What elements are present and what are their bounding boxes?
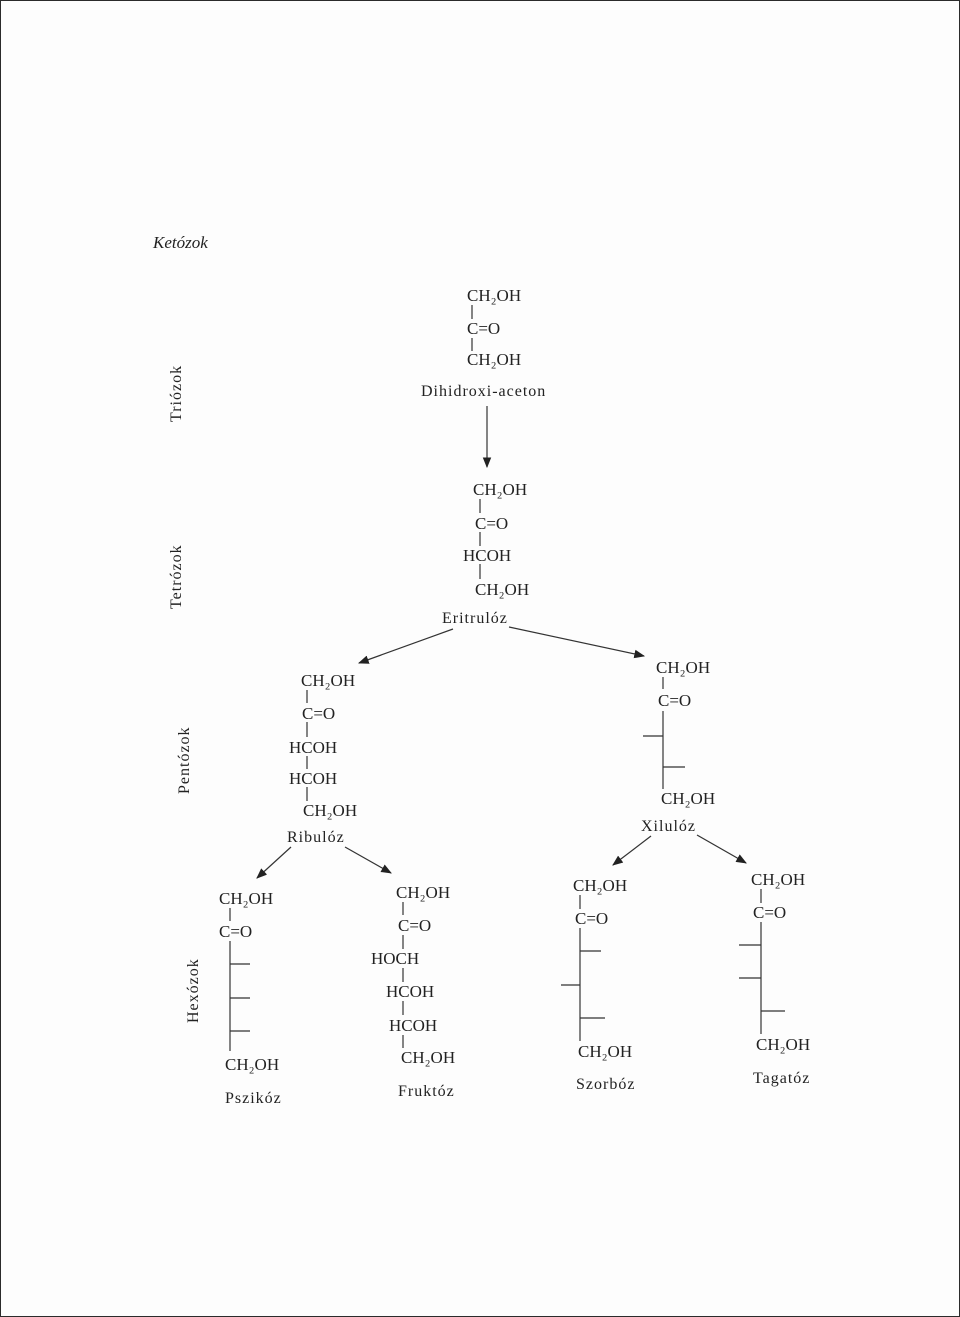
arrow-to-psikoz [257, 847, 291, 878]
compound-name-tagatoz: Tagatóz [753, 1070, 811, 1087]
formula-ch2oh: CH₂OH [751, 870, 806, 889]
arrow-to-szorboz [613, 836, 651, 865]
formula-hcoh: HCOH [289, 769, 338, 788]
compound-name-xiluloz: Xilulóz [641, 818, 696, 835]
formula-co: C=O [467, 319, 501, 338]
formula-ch2oh: CH₂OH [219, 889, 274, 908]
formula-ch2oh: CH₂OH [396, 883, 451, 902]
structure-ribuloz [287, 671, 357, 846]
formula-ch2oh: CH₂OH [301, 671, 356, 690]
formula-ch2oh: CH₂OH [475, 580, 530, 599]
structure-fruktoz [371, 883, 455, 1100]
formula-ch2oh: CH₂OH [467, 286, 522, 305]
formula-co: C=O [658, 691, 692, 710]
formula-ch2oh: CH₂OH [225, 1055, 280, 1074]
compound-name-dihidroxiaceton: Dihidroxi-aceton [421, 383, 547, 400]
formula-hoch: HOCH [371, 949, 420, 968]
formula-ch2oh: CH₂OH [661, 789, 716, 808]
structure-tagatoz [739, 870, 810, 1087]
row-label-hexozok: Hexózok [185, 958, 202, 1023]
formula-ch2oh: CH₂OH [656, 658, 711, 677]
formula-ch2oh: CH₂OH [467, 350, 522, 369]
compound-name-ribuloz: Ribulóz [287, 829, 345, 846]
formula-co: C=O [575, 909, 609, 928]
row-label-pentozok: Pentózok [176, 726, 193, 794]
arrow-to-tagatoz [697, 835, 746, 863]
ketose-tree-diagram [1, 1, 959, 1316]
formula-ch2oh: CH₂OH [303, 801, 358, 820]
formula-ch2oh: CH₂OH [401, 1048, 456, 1067]
formula-ch2oh: CH₂OH [578, 1042, 633, 1061]
structure-dihidroxiaceton [421, 286, 546, 400]
formula-ch2oh: CH₂OH [573, 876, 628, 895]
structure-xiluloz [641, 658, 715, 835]
structure-szorboz [561, 876, 635, 1093]
compound-name-szorboz: Szorbóz [576, 1076, 636, 1093]
arrow-to-ribuloz [359, 629, 453, 663]
formula-hcoh: HCOH [463, 546, 512, 565]
formula-co: C=O [398, 916, 432, 935]
formula-ch2oh: CH₂OH [756, 1035, 811, 1054]
row-label-tetrozok: Tetrózok [168, 544, 185, 609]
arrow-to-xiluloz [509, 627, 644, 656]
formula-hcoh: HCOH [386, 982, 435, 1001]
formula-hcoh: HCOH [289, 738, 338, 757]
structure-eritruloz [442, 480, 529, 627]
arrow-to-fruktoz [345, 847, 391, 873]
diagram-title: Ketózok [153, 233, 208, 252]
formula-co: C=O [475, 514, 509, 533]
formula-co: C=O [302, 704, 336, 723]
formula-co: C=O [219, 922, 253, 941]
structure-psikoz [219, 889, 282, 1107]
compound-name-eritruloz: Eritrulóz [442, 610, 508, 627]
formula-ch2oh: CH₂OH [473, 480, 528, 499]
formula-hcoh: HCOH [389, 1016, 438, 1035]
compound-name-psikoz: Pszikóz [225, 1090, 282, 1107]
compound-name-fruktoz: Fruktóz [398, 1083, 455, 1100]
row-label-triozok: Triózok [168, 364, 185, 422]
formula-co: C=O [753, 903, 787, 922]
